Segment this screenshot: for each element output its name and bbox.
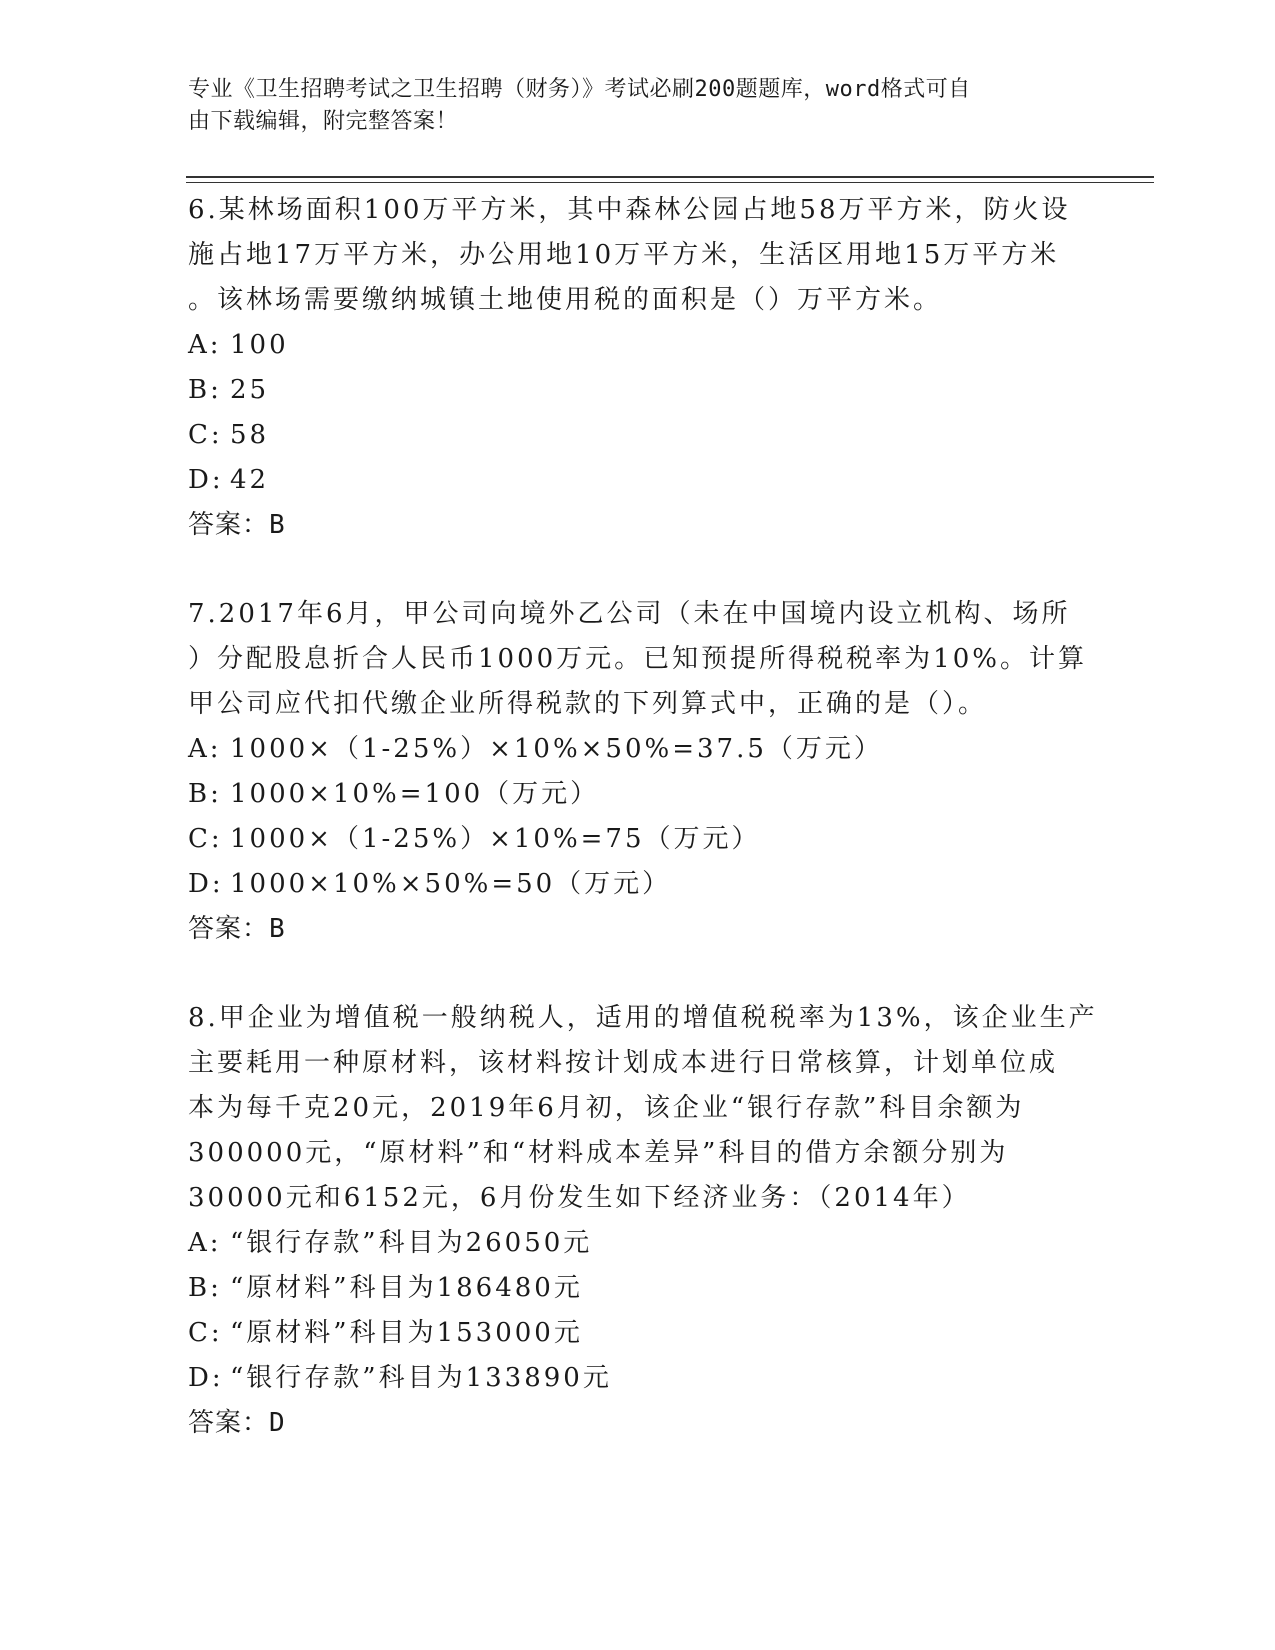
option-letter: A: — [188, 734, 222, 764]
option-text: “原材料”科目为186480元 — [230, 1273, 583, 1303]
option-text: “银行存款”科目为133890元 — [230, 1363, 612, 1393]
option-d — [188, 458, 1088, 503]
question-stem — [188, 188, 1088, 323]
option-d — [188, 1356, 1088, 1401]
option-letter: B: — [188, 1273, 222, 1303]
option-letter: D: — [188, 869, 224, 899]
stem-line: 6.某林场面积100万平方米，其中森林公园占地58万平方米，防火设 — [188, 195, 1071, 225]
option-text: 58 — [230, 420, 270, 450]
header-divider-thick — [186, 176, 1154, 178]
option-letter: C: — [188, 420, 223, 450]
answer-line: 答案：B — [188, 510, 286, 540]
option-c — [188, 817, 1088, 862]
stem-line: 8.甲企业为增值税一般纳税人，适用的增值税税率为13%，该企业生产 — [188, 1003, 1098, 1033]
option-text: 25 — [230, 375, 270, 405]
option-text: 1000×（1-25%）×10%×50%=37.5（万元） — [230, 734, 883, 764]
stem-line: 7.2017年6月，甲公司向境外乙公司（未在中国境内设立机构、场所 — [188, 599, 1071, 629]
option-letter: B: — [188, 375, 222, 405]
option-c — [188, 1311, 1088, 1356]
stem-line: ）分配股息折合人民币1000万元。已知预提所得税税率为10%。计算 — [188, 644, 1087, 674]
option-text: 1000×10%=100（万元） — [230, 779, 600, 809]
option-c — [188, 413, 1088, 458]
stem-line: 。该林场需要缴纳城镇土地使用税的面积是（）万平方米。 — [188, 285, 943, 315]
option-text: 42 — [230, 465, 270, 495]
option-a — [188, 323, 1088, 368]
question-stem — [188, 592, 1088, 727]
option-text: 100 — [230, 330, 289, 360]
stem-line: 300000元，“原材料”和“材料成本差异”科目的借方余额分别为 — [188, 1138, 1009, 1168]
header-line-2: 由下载编辑，附完整答案！ — [188, 109, 459, 134]
question-8 — [188, 996, 1098, 1446]
option-b — [188, 368, 1088, 413]
option-letter: B: — [188, 779, 222, 809]
option-letter: D: — [188, 1363, 224, 1393]
header-line-1: 专业《卫生招聘考试之卫生招聘（财务）》考试必刷200题题库，word格式可自 — [188, 77, 971, 102]
answer-line: 答案：D — [188, 1408, 286, 1438]
stem-line: 甲公司应代扣代缴企业所得税款的下列算式中，正确的是（）。 — [188, 689, 988, 719]
option-letter: C: — [188, 824, 223, 854]
option-a — [188, 727, 1088, 772]
question-7 — [188, 592, 1088, 952]
option-letter: A: — [188, 1228, 222, 1258]
option-letter: D: — [188, 465, 224, 495]
option-text: “原材料”科目为153000元 — [230, 1318, 583, 1348]
question-6 — [188, 188, 1088, 548]
option-text: 1000×10%×50%=50（万元） — [230, 869, 672, 899]
answer-line: 答案：B — [188, 914, 286, 944]
option-letter: A: — [188, 330, 222, 360]
stem-line: 主要耗用一种原材料，该材料按计划成本进行日常核算，计划单位成 — [188, 1048, 1059, 1078]
question-stem — [188, 996, 1098, 1221]
option-b — [188, 1266, 1088, 1311]
option-a — [188, 1221, 1088, 1266]
option-text: 1000×（1-25%）×10%=75（万元） — [230, 824, 761, 854]
option-d — [188, 862, 1088, 907]
option-b — [188, 772, 1088, 817]
stem-line: 30000元和6152元，6月份发生如下经济业务：（2014年） — [188, 1183, 971, 1213]
option-letter: C: — [188, 1318, 223, 1348]
option-text: “银行存款”科目为26050元 — [230, 1228, 593, 1258]
stem-line: 本为每千克20元，2019年6月初，该企业“银行存款”科目余额为 — [188, 1093, 1025, 1123]
header-divider-thin — [186, 182, 1154, 183]
stem-line: 施占地17万平方米，办公用地10万平方米，生活区用地15万平方米 — [188, 240, 1060, 270]
document-header — [188, 74, 1068, 138]
question-list — [188, 188, 1098, 1490]
